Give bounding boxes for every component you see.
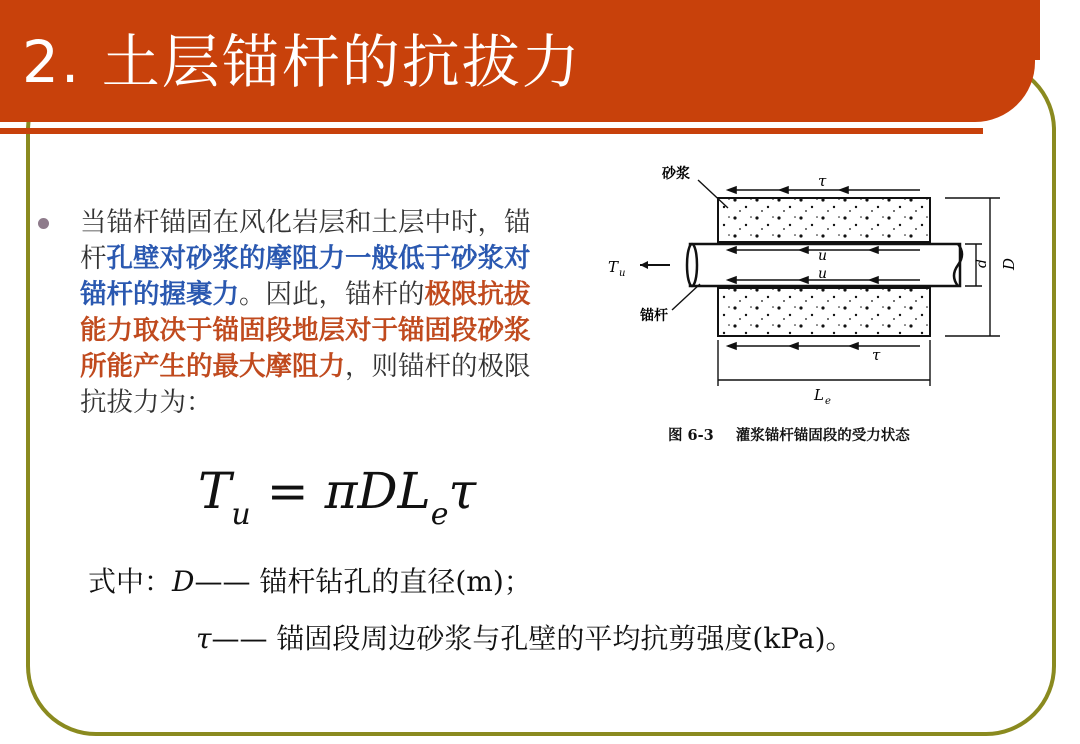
label-Tu: T xyxy=(608,258,619,276)
formula-equals: = xyxy=(266,462,309,520)
where-D-text: —— 锚杆钻孔的直径(m)； xyxy=(194,565,532,598)
formula-u-sub: u xyxy=(231,497,251,532)
label-Le-sub: e xyxy=(825,396,831,407)
label-d: d xyxy=(974,259,990,268)
formula-e-sub: e xyxy=(430,497,449,532)
para-highlight-red: 极限抗拔能力取决于锚固段地层对于锚固段砂浆所能产生的最大摩阻力 xyxy=(80,279,531,382)
label-tau-top: τ xyxy=(818,172,827,190)
caption-number: 图 6-3 xyxy=(668,427,714,444)
where-D-symbol: D xyxy=(172,565,195,598)
formula-T: T xyxy=(198,462,232,520)
bolt-end-left xyxy=(687,244,697,286)
caption-text: 灌浆锚杆锚固段的受力状态 xyxy=(735,427,910,444)
para-text-3: ，则锚杆的极限抗拔力为： xyxy=(80,351,531,418)
where-tau-symbol: τ xyxy=(196,622,212,655)
label-u-2: u xyxy=(818,266,828,282)
slide-title: 2. 土层锚杆的抗拔力 xyxy=(22,28,582,96)
where-prefix: 式中： xyxy=(88,565,173,598)
formula xyxy=(198,462,477,532)
formula-rhs: πDL xyxy=(324,462,431,520)
label-u-1: u xyxy=(818,248,828,264)
para-text-2: 。因此，锚杆的 xyxy=(239,279,425,310)
formula-tau: τ xyxy=(448,462,477,520)
label-bolt: 锚杆 xyxy=(640,308,668,324)
label-Le: L xyxy=(814,386,824,404)
mortar-bottom xyxy=(718,288,930,336)
para-text-1: 当锚杆锚固在风化岩层和土层中时，锚杆 xyxy=(80,207,531,274)
mortar-top xyxy=(718,198,930,242)
label-Tu-sub: u xyxy=(619,268,626,279)
where-line-1 xyxy=(88,560,532,600)
anchor-diagram xyxy=(600,160,1040,460)
where-line-2 xyxy=(196,617,854,657)
label-D: D xyxy=(1000,257,1018,270)
figure-caption xyxy=(668,424,910,445)
title-underline xyxy=(0,128,983,134)
para-highlight-blue: 孔壁对砂浆的摩阻力一般低于砂浆对锚杆的握裹力 xyxy=(80,243,531,310)
label-tau-bottom: τ xyxy=(872,346,881,364)
label-mortar: 砂浆 xyxy=(662,166,690,182)
bullet-icon xyxy=(38,218,49,229)
where-tau-text: —— 锚固段周边砂浆与孔壁的平均抗剪强度(kPa)。 xyxy=(211,622,854,655)
body-paragraph xyxy=(80,205,555,421)
